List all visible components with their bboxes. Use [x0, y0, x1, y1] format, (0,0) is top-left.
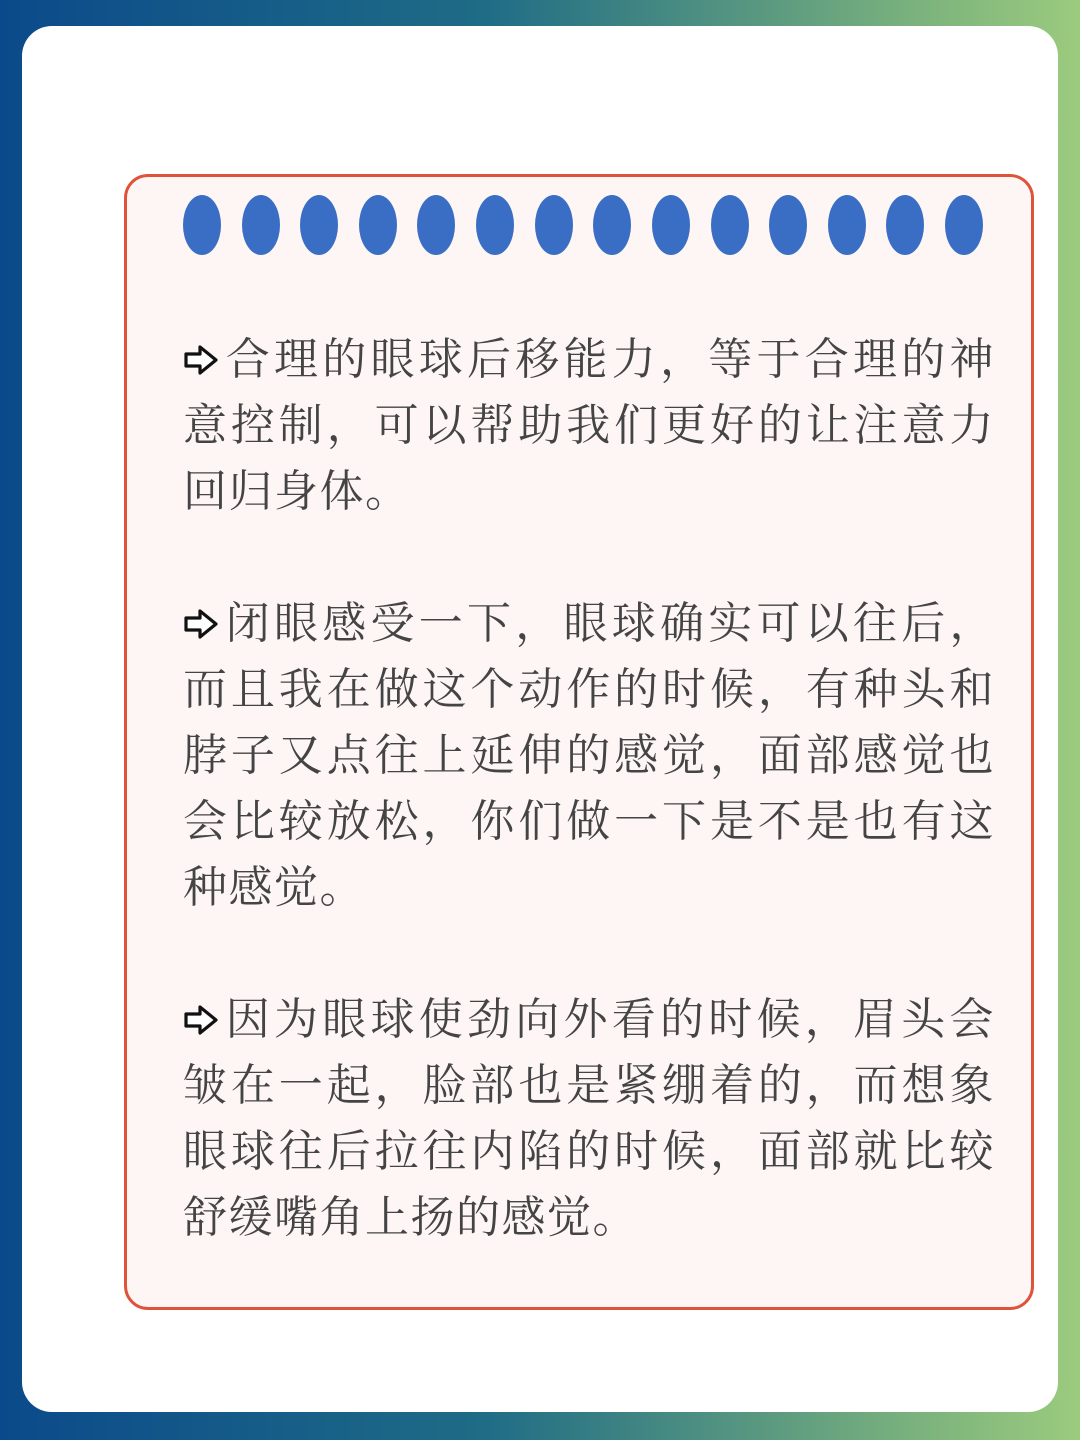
- right-arrow-icon: [183, 606, 219, 642]
- paragraph-text: 因为眼球使劲向外看的时候，眉头会皱在一起，脸部也是紧绷着的，而想象眼球往后拉往内陷的时候，面部就比较舒缓嘴角上扬的感觉。: [183, 994, 995, 1243]
- paragraph-3: [183, 987, 995, 1251]
- paragraph-text: 闭眼感受一下，眼球确实可以往后，而且我在做这个动作的时候，有种头和脖子又点往上延伸的感觉，面部感觉也会比较放松，你们做一下是不是也有这种感觉。: [183, 598, 995, 913]
- notebook-ring-icon: [300, 195, 338, 255]
- right-arrow-icon: [183, 1002, 219, 1038]
- notebook-ring-icon: [417, 195, 455, 255]
- notebook-ring-icon: [711, 195, 749, 255]
- notebook-ring-icon: [359, 195, 397, 255]
- page-panel: [22, 26, 1058, 1412]
- notebook-rings: [183, 195, 983, 255]
- notebook-ring-icon: [828, 195, 866, 255]
- notebook-ring-icon: [183, 195, 221, 255]
- paragraph-2: [183, 591, 995, 921]
- note-card: [124, 174, 1034, 1310]
- note-body: [183, 327, 995, 1317]
- notebook-ring-icon: [535, 195, 573, 255]
- notebook-ring-icon: [242, 195, 280, 255]
- notebook-ring-icon: [769, 195, 807, 255]
- notebook-ring-icon: [476, 195, 514, 255]
- notebook-ring-icon: [593, 195, 631, 255]
- paragraph-text: 合理的眼球后移能力，等于合理的神意控制，可以帮助我们更好的让注意力回归身体。: [183, 334, 995, 517]
- notebook-ring-icon: [652, 195, 690, 255]
- notebook-ring-icon: [886, 195, 924, 255]
- paragraph-1: [183, 327, 995, 525]
- notebook-ring-icon: [945, 195, 983, 255]
- right-arrow-icon: [183, 342, 219, 378]
